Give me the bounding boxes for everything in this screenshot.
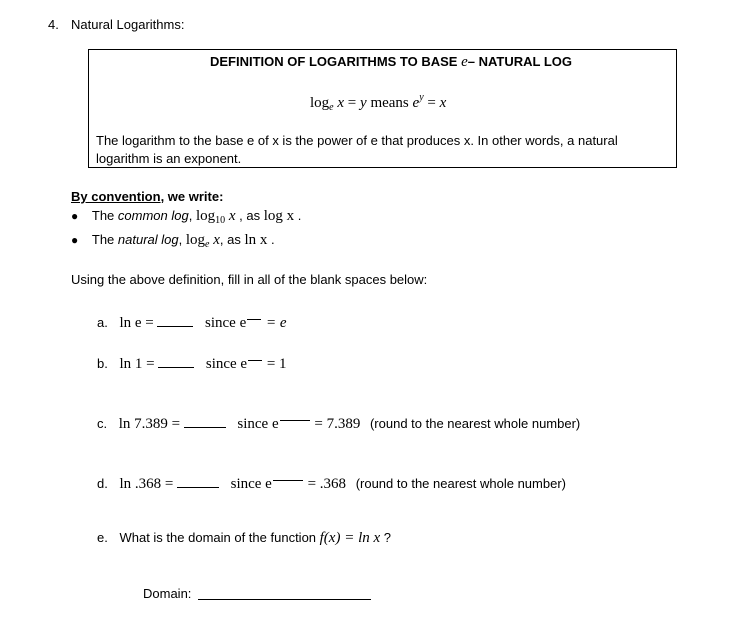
item-b: b. ln 1 = since e = 1 [97,352,287,373]
answer-blank[interactable] [157,314,193,327]
definition-heading: DEFINITION OF LOGARITHMS TO BASE e– NATURAL LOG [210,54,573,70]
convention-bullet-common: ● The common log, $\log_{10} x$ , as log x . [71,208,302,226]
item-a: a. ln e = since e = e [97,311,287,332]
exponent-blank[interactable] [273,472,303,481]
problem-number: 4. [48,17,59,32]
exponent-blank[interactable] [247,311,261,320]
instructions: Using the above definition, fill in all of the blank spaces below: [71,272,428,287]
definition-formula: $\log_e x = y$ means $e^y = x$ [310,92,447,113]
convention-bullet-natural: ● The natural log, $\log_e x$, as ln x . [71,232,275,250]
domain-label: Domain: [143,586,192,601]
answer-blank[interactable] [158,355,194,368]
convention-heading: By convention, we write: [71,189,224,204]
exponent-blank[interactable] [280,412,310,421]
problem-title: Natural Logarithms: [71,17,185,32]
answer-blank[interactable] [184,415,226,428]
exponent-blank[interactable] [248,352,262,361]
bullet-icon: ● [71,209,79,223]
item-c: c. ln 7.389 = since e = 7.389 (round to the nearest whole number) [97,412,580,433]
bullet-icon: ● [71,233,79,247]
answer-blank[interactable] [177,475,219,488]
definition-description-line2: logarithm is an exponent. [96,151,242,166]
item-e: e. What is the domain of the function f(x) = ln x ? [97,530,391,546]
definition-description-line1: The logarithm to the base e of x is the power of e that produces x. In other words, a natural [96,133,618,148]
item-d: d. ln .368 = since e = .368 (round to the nearest whole number) [97,472,566,493]
domain-answer-blank[interactable] [198,599,371,600]
